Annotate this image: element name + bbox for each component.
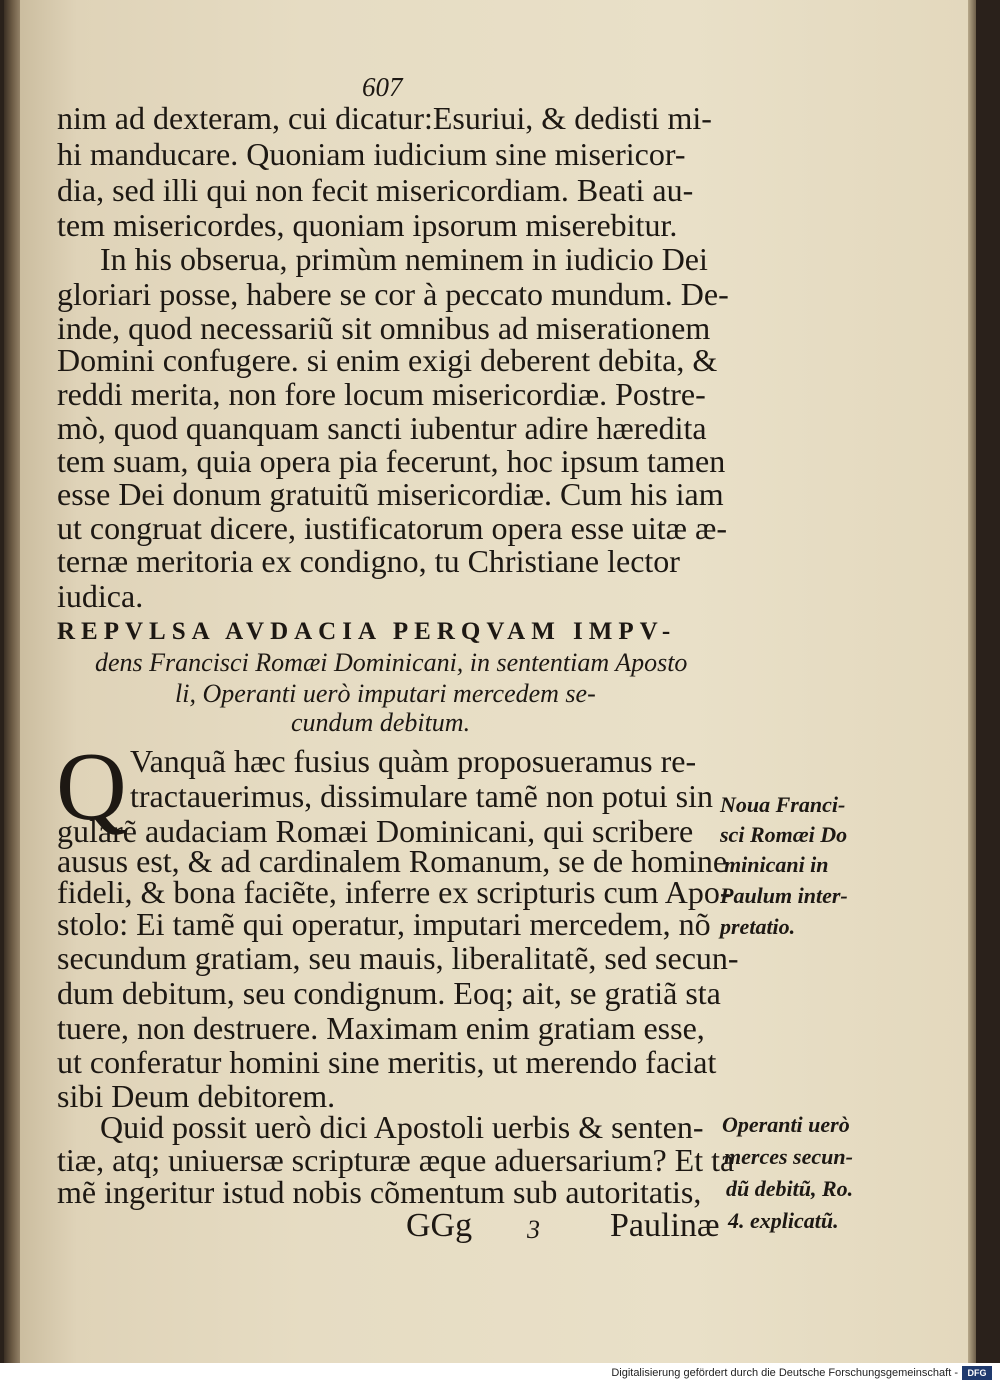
section-heading-line: cundum debitum.	[291, 708, 471, 737]
text-line: tiæ, atq; uniuersæ scripturæ æque aduersarium? Et ta	[57, 1142, 735, 1178]
text-line: iudica.	[57, 578, 144, 614]
text-line: mẽ ingeritur istud nobis cõmentum sub autoritatis,	[57, 1174, 702, 1210]
text-line: esse Dei donum gratuitũ misericordiæ. Cum his iam	[57, 476, 724, 512]
text-line: nim ad dexteram, cui dicatur:Esuriui, & dedisti mi-	[57, 100, 712, 136]
drop-cap: Q	[56, 733, 127, 841]
margin-note-line: pretatio.	[720, 914, 796, 939]
dfg-logo: DFG	[962, 1366, 992, 1380]
footer-credit: Digitalisierung gefördert durch die Deutsche Forschungsgemeinschaft -	[611, 1367, 958, 1379]
text-line: secundum gratiam, seu mauis, liberalitatẽ, sed secun-	[57, 940, 739, 976]
margin-note-line: minicani in	[724, 852, 829, 877]
text-line: mò, quod quanquam sancti iubentur adire hæredita	[57, 410, 707, 446]
margin-note-line: sci Romæi Do	[720, 822, 848, 847]
margin-note-line: 4. explicatũ.	[728, 1208, 839, 1233]
text-line: gloriari posse, habere se cor à peccato mundum. De-	[57, 276, 729, 312]
text-line: ternæ meritoria ex condigno, tu Christiane lector	[57, 543, 680, 579]
text-line: Vanquã hæc fusius quàm proposueramus re-	[130, 743, 697, 779]
signature-number: 3	[527, 1215, 540, 1244]
text-line: fideli, & bona faciẽte, inferre ex scripturis cum Apo-	[57, 874, 731, 910]
page-right-edge	[968, 0, 976, 1363]
text-line: hi manducare. Quoniam iudicium sine misericor-	[57, 136, 686, 172]
section-heading-caps: REPVLSA AVDACIA PERQVAM IMPV-	[57, 618, 677, 645]
signature-mark: GGg	[406, 1207, 473, 1244]
margin-note-line: Noua Franci-	[720, 792, 846, 817]
text-line: dum debitum, seu condignum. Eoq; ait, se gratiã sta	[57, 975, 721, 1011]
margin-note-line: Paulum inter-	[720, 883, 848, 908]
text-line: tractauerimus, dissimulare tamẽ non potui sin	[130, 778, 713, 814]
text-line: stolo: Ei tamẽ qui operatur, imputari mercedem, nõ	[57, 906, 711, 942]
text-line: In his obserua, primùm neminem in iudicio Dei	[100, 241, 708, 277]
text-line: tuere, non destruere. Maximam enim gratiam esse,	[57, 1010, 705, 1046]
catchword: Paulinæ	[610, 1207, 720, 1244]
text-line: ut congruat dicere, iustificatorum opera esse uitæ æ-	[57, 510, 728, 546]
section-heading-line: li, Operanti uerò imputari mercedem se-	[175, 679, 596, 708]
text-line: dia, sed illi qui non fecit misericordiam. Beati au-	[57, 172, 694, 208]
text-line: Domini confugere. si enim exigi deberent debita, &	[57, 342, 718, 378]
text-line: reddi merita, non fore locum misericordiæ. Postre-	[57, 376, 706, 412]
margin-note-line: merces secun-	[724, 1144, 853, 1169]
text-line: ut conferatur homini sine meritis, ut merendo faciat	[57, 1044, 717, 1080]
margin-note-line: Operanti uerò	[722, 1112, 850, 1137]
margin-note-line: dũ debitũ, Ro.	[726, 1176, 854, 1201]
page-number: 607	[362, 72, 403, 102]
text-line: Quid possit uerò dici Apostoli uerbis & senten-	[100, 1109, 704, 1145]
text-line: tem suam, quia opera pia fecerunt, hoc ipsum tamen	[57, 443, 726, 479]
text-line: inde, quod necessariũ sit omnibus ad miserationem	[57, 310, 711, 346]
text-line: sibi Deum debitorem.	[57, 1078, 336, 1114]
text-line: tem misericordes, quoniam ipsorum miserebitur.	[57, 207, 678, 243]
text-line: ausus est, & ad cardinalem Romanum, se de homine	[57, 843, 728, 879]
text-line: gularẽ audaciam Romæi Dominicani, qui scribere	[57, 813, 694, 849]
section-heading-line: dens Francisci Romæi Dominicani, in sententiam Aposto	[95, 648, 688, 677]
